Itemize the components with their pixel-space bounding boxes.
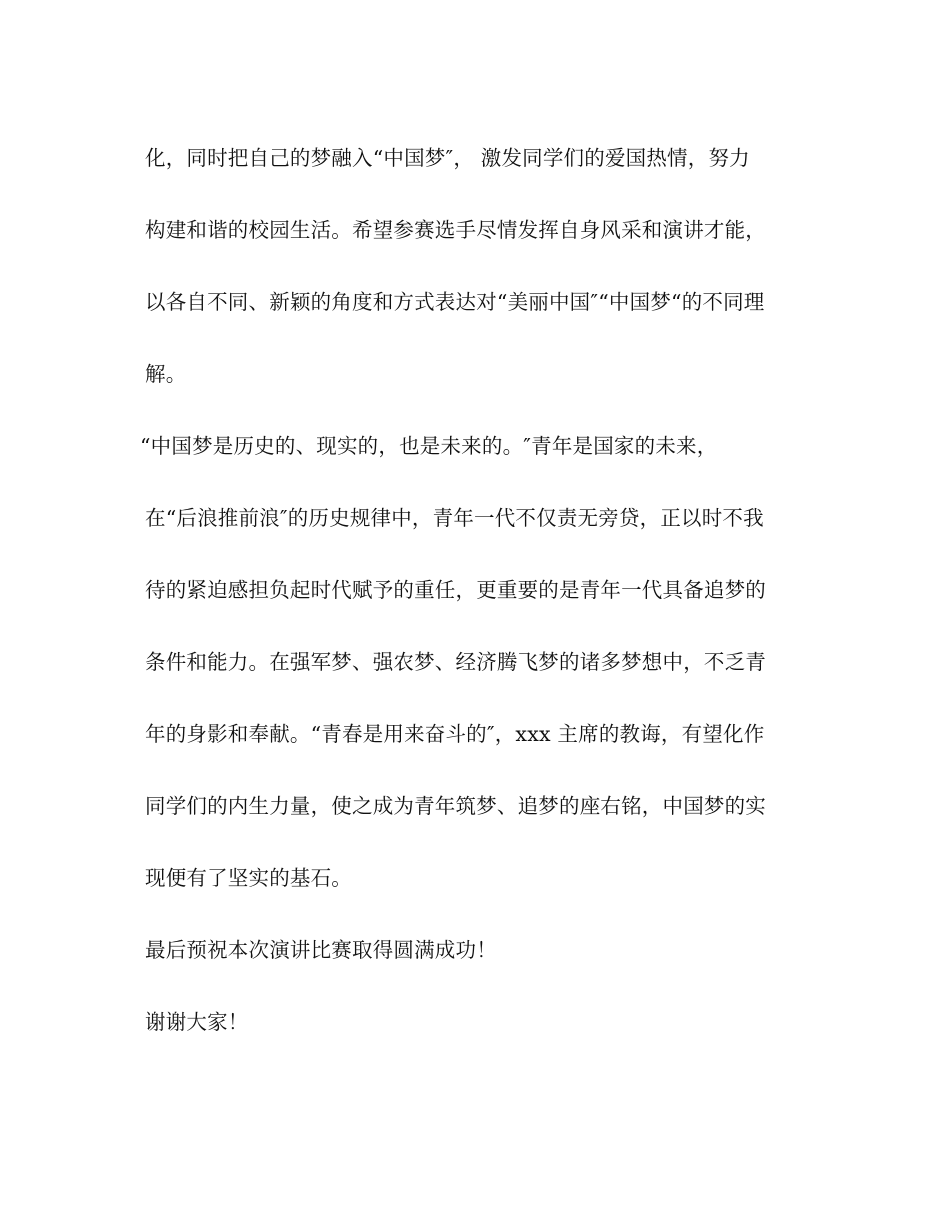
paragraph-line: 构建和谐的校园生活。希望参赛选手尽情发挥自身风采和演讲才能， (145, 218, 766, 242)
paragraph-line: 以各自不同、新颖的角度和方式表达对“美丽中国″“中国梦“的不同理 (145, 290, 765, 314)
paragraph-line: 年的身影和奉献。“青春是用来奋斗的″，xxx 主席的教诲，有望化作 (145, 722, 765, 746)
paragraph-line: 在“后浪推前浪″的历史规律中，青年一代不仅责无旁贷，正以时不我 (145, 506, 764, 530)
paragraph-line: 解。 (145, 362, 187, 386)
thanks-line: 谢谢大家！ (145, 1010, 249, 1034)
paragraph-line: “中国梦是历史的、现实的，也是未来的。″青年是国家的未来， (140, 434, 718, 458)
closing-line: 最后预祝本次演讲比赛取得圆满成功！ (145, 938, 497, 962)
paragraph-line: 化，同时把自己的梦融入“中国梦″， 激发同学们的爱国热情，努力 (145, 146, 750, 170)
paragraph-line: 同学们的内生力量，使之成为青年筑梦、追梦的座右铭，中国梦的实 (145, 794, 766, 818)
paragraph-line: 待的紧迫感担负起时代赋予的重任，更重要的是青年一代具备追梦的 (145, 578, 766, 602)
paragraph-line: 现便有了坚实的基石。 (145, 866, 352, 890)
paragraph-line: 条件和能力。在强军梦、强农梦、经济腾飞梦的诸多梦想中，不乏青 (145, 650, 766, 674)
